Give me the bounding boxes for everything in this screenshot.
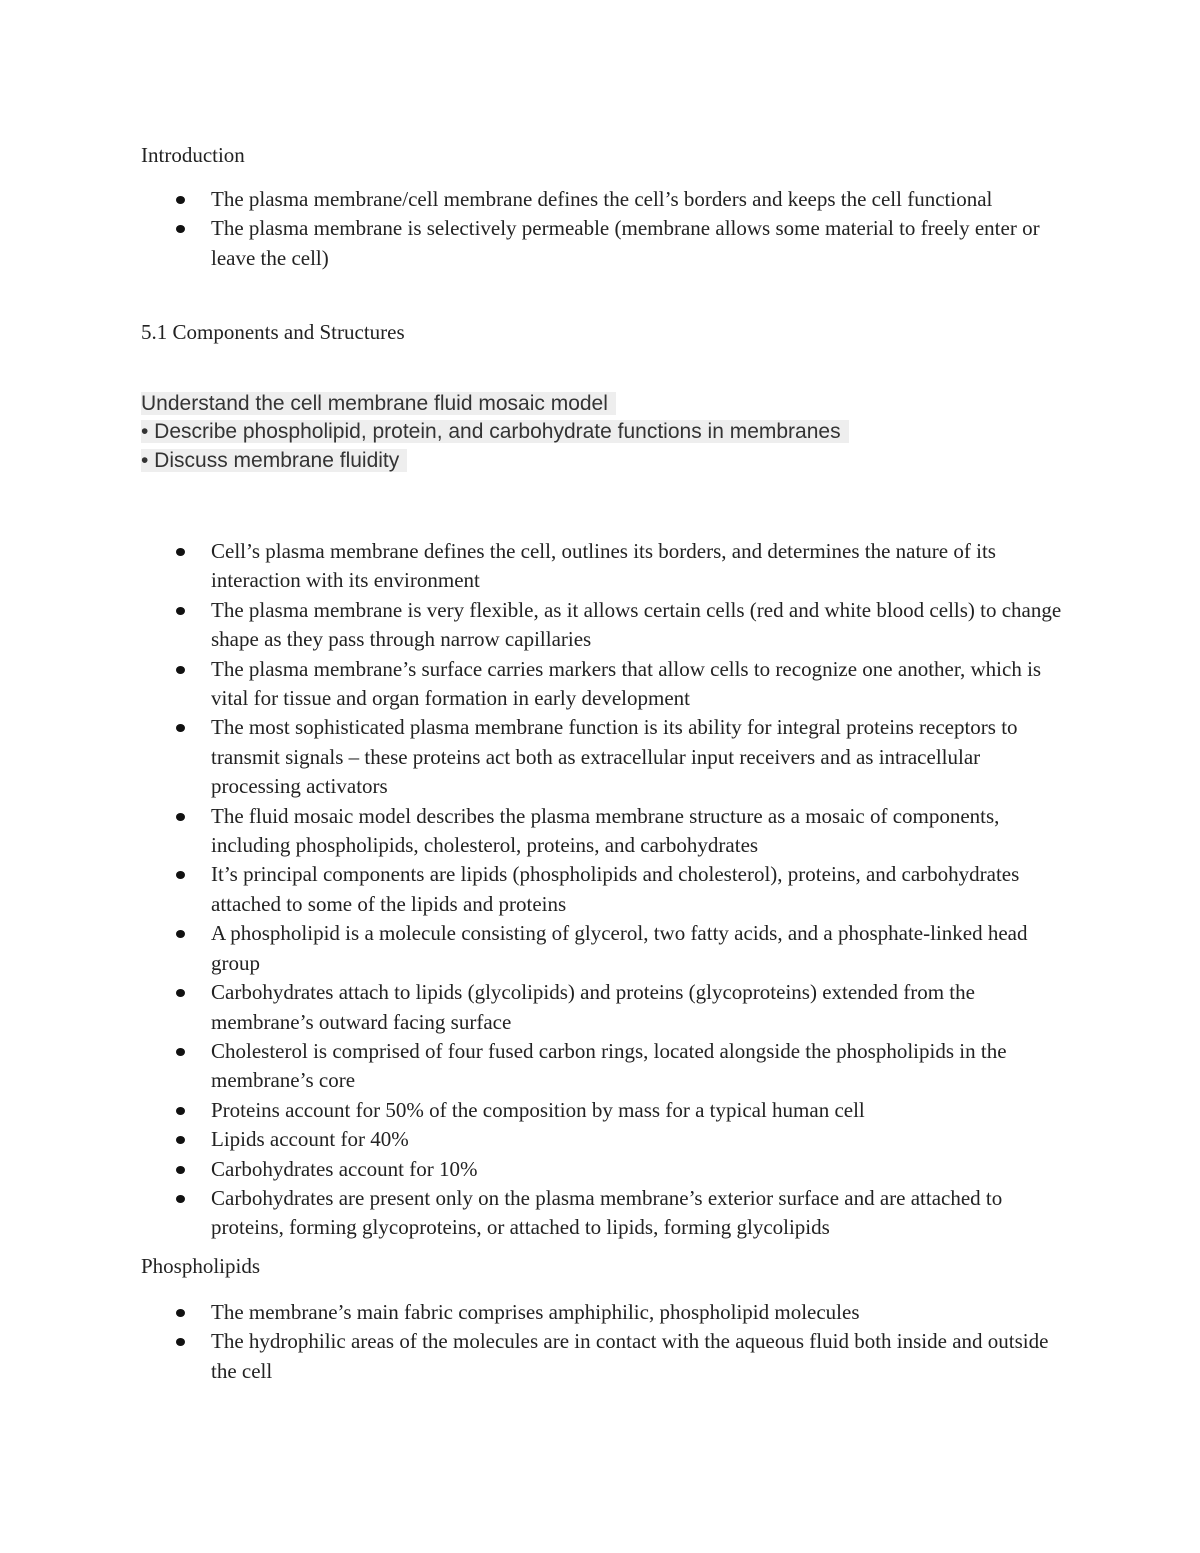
list-item: Proteins account for 50% of the composition by mass for a typical human cell [141, 1096, 1071, 1125]
list-item: It’s principal components are lipids (phospholipids and cholesterol), proteins, and carbohydrates attached to some of the lipids and proteins [141, 860, 1071, 919]
list-item: The fluid mosaic model describes the plasma membrane structure as a mosaic of components, including phospholipids, cholesterol, proteins, and carbohydrates [141, 802, 1071, 861]
objective-text: Understand the cell membrane fluid mosaic model [141, 392, 616, 415]
heading-introduction: Introduction [141, 143, 245, 167]
list-item: Lipids account for 40% [141, 1125, 1071, 1154]
list-item: A phospholipid is a molecule consisting of glycerol, two fatty acids, and a phosphate-linked head group [141, 919, 1071, 978]
objective-line [141, 390, 849, 418]
objective-line [141, 447, 849, 475]
list-item: Carbohydrates account for 10% [141, 1155, 1071, 1184]
list-item: The membrane’s main fabric comprises amphiphilic, phospholipid molecules [141, 1298, 1071, 1327]
introduction-bullet-list [141, 185, 1071, 273]
list-item: The plasma membrane is very flexible, as it allows certain cells (red and white blood cells) to change shape as they pass through narrow capillaries [141, 596, 1071, 655]
list-item: Cholesterol is comprised of four fused carbon rings, located alongside the phospholipids in the membrane’s core [141, 1037, 1071, 1096]
objective-text: • Discuss membrane fluidity [141, 449, 407, 472]
list-item: The most sophisticated plasma membrane function is its ability for integral proteins receptors to transmit signals – these proteins act both as extracellular input receivers and as intracellular processing activators [141, 713, 1071, 801]
list-item: The plasma membrane’s surface carries markers that allow cells to recognize one another, which is vital for tissue and organ formation in early development [141, 655, 1071, 714]
objective-line [141, 418, 849, 446]
heading-phospholipids: Phospholipids [141, 1254, 261, 1278]
learning-objectives [141, 390, 849, 475]
list-item: Carbohydrates are present only on the plasma membrane’s exterior surface and are attached to proteins, forming glycoproteins, or attached to lipids, forming glycolipids [141, 1184, 1071, 1243]
list-item: Cell’s plasma membrane defines the cell, outlines its borders, and determines the nature of its interaction with its environment [141, 537, 1071, 596]
list-item: The hydrophilic areas of the molecules are in contact with the aqueous fluid both inside and outside the cell [141, 1327, 1071, 1386]
phospholipids-bullet-list [141, 1298, 1071, 1386]
list-item: The plasma membrane/cell membrane defines the cell’s borders and keeps the cell functional [141, 185, 1071, 214]
components-bullet-list [141, 537, 1071, 1243]
list-item: The plasma membrane is selectively permeable (membrane allows some material to freely enter or leave the cell) [141, 214, 1071, 273]
list-item: Carbohydrates attach to lipids (glycolipids) and proteins (glycoproteins) extended from the membrane’s outward facing surface [141, 978, 1071, 1037]
heading-components-and-structures: 5.1 Components and Structures [141, 320, 405, 344]
objective-text: • Describe phospholipid, protein, and carbohydrate functions in membranes [141, 420, 849, 443]
